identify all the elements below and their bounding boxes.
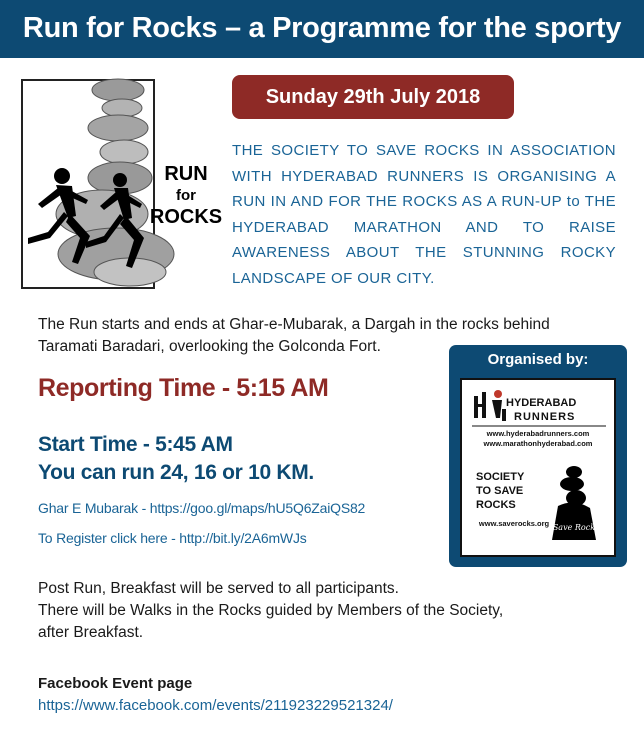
post-run-line-1: Post Run, Breakfast will be served to all participants. — [38, 580, 399, 597]
run-distances: You can run 24, 16 or 10 KM. — [38, 461, 314, 484]
organisers-logo-art — [462, 380, 614, 555]
organisers-title: Organised by: — [487, 351, 589, 368]
logo-for-text: for — [176, 187, 196, 204]
organisers-card — [449, 345, 627, 567]
register-link[interactable]: To Register click here - http://bit.ly/2A6mWJs — [38, 530, 307, 546]
start-time: Start Time - 5:45 AM — [38, 433, 233, 456]
logo-rocks-text: ROCKS — [149, 206, 222, 228]
post-run-line-3: after Breakfast. — [38, 624, 144, 641]
save-rocks-signature: Save Rocks — [552, 523, 600, 532]
page-title: Run for Rocks – a Programme for the sporty — [22, 12, 622, 44]
runners-name-1: HYDERABAD — [506, 397, 577, 409]
run-for-rocks-logo — [20, 76, 222, 292]
society-line-1: SOCIETY — [476, 471, 525, 483]
intro-text: THE SOCIETY TO SAVE ROCKS IN ASSOCIATION WITH HYDERABAD RUNNERS IS ORGANISING A RUN IN AND FOR THE ROCKS AS A RUN-UP to THE HYDERABAD MARATHON AND TO RAISE AWARENESS ABOUT THE STUNNING ROCKY LANDSCAPE OF OUR CITY. — [232, 142, 616, 287]
reporting-time: Reporting Time - 5:15 AM — [38, 374, 329, 402]
runners-rocks-illustration — [20, 76, 222, 292]
event-date-badge — [232, 75, 514, 119]
location-line-2: Taramati Baradari, overlooking the Golconda Fort. — [38, 338, 381, 355]
location-line-1: The Run starts and ends at Ghar-e-Mubarak, a Dargah in the rocks behind — [38, 316, 550, 333]
runners-url-1: www.hyderabadrunners.com — [486, 429, 590, 438]
facebook-heading: Facebook Event page — [38, 675, 193, 692]
logo-run-text: RUN — [164, 163, 208, 185]
map-link[interactable]: Ghar E Mubarak - https://goo.gl/maps/hU5Q6ZaiQS82 — [38, 500, 366, 516]
event-date: Sunday 29th July 2018 — [265, 86, 481, 108]
facebook-event-link[interactable]: https://www.facebook.com/events/211923229521324/ — [38, 697, 393, 714]
runners-name-2: RUNNERS — [514, 411, 576, 423]
runners-url-2: www.marathonhyderabad.com — [483, 439, 593, 448]
post-run-line-2: There will be Walks in the Rocks guided by Members of the Society, — [38, 602, 504, 619]
hyderabad-runners-logo-icon — [474, 390, 502, 418]
post-run-info — [38, 578, 503, 644]
page-header — [0, 0, 644, 58]
society-url: www.saverocks.org — [478, 519, 550, 528]
society-line-3: ROCKS — [476, 499, 516, 511]
society-line-2: TO SAVE — [476, 485, 524, 497]
organisers-logos — [460, 378, 616, 557]
